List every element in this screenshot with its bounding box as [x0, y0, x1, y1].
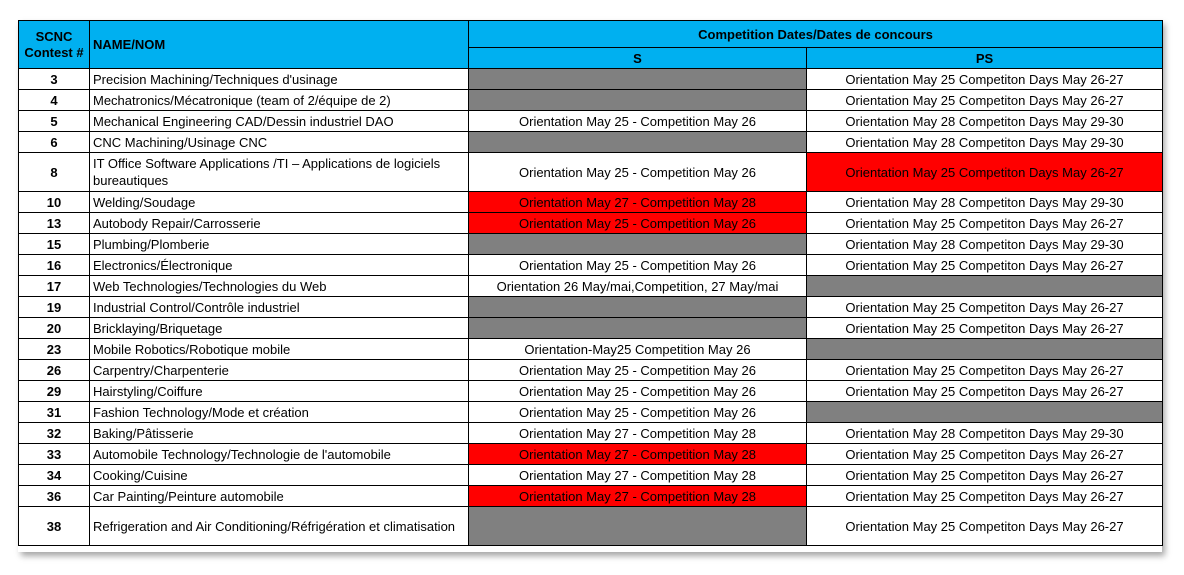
ps-date-cell [807, 402, 1163, 423]
table-row [19, 276, 1163, 297]
table-row [19, 339, 1163, 360]
contest-number-cell: 3 [19, 69, 90, 90]
table-row [19, 423, 1163, 444]
contest-number-cell: 31 [19, 402, 90, 423]
contest-number-cell: 15 [19, 234, 90, 255]
contest-name-cell: Cooking/Cuisine [90, 465, 469, 486]
s-date-cell: Orientation May 25 - Competition May 26 [469, 213, 807, 234]
schedule-body [19, 69, 1163, 546]
ps-date-cell: Orientation May 25 Competiton Days May 26-27 [807, 381, 1163, 402]
competition-schedule-table [18, 20, 1163, 546]
scnc-label: SCNC [35, 28, 73, 44]
s-date-cell: Orientation May 27 - Competition May 28 [469, 486, 807, 507]
table-row [19, 132, 1163, 153]
contest-name-cell: Precision Machining/Techniques d'usinage [90, 69, 469, 90]
contest-number-cell: 26 [19, 360, 90, 381]
contest-name-cell: Web Technologies/Technologies du Web [90, 276, 469, 297]
table-row [19, 360, 1163, 381]
contest-number-cell: 19 [19, 297, 90, 318]
s-date-cell: Orientation May 27 - Competition May 28 [469, 465, 807, 486]
table-row [19, 318, 1163, 339]
contest-num-label: Contest # [24, 44, 84, 60]
s-date-cell: Orientation May 25 - Competition May 26 [469, 153, 807, 192]
ps-date-cell: Orientation May 28 Competiton Days May 29-30 [807, 234, 1163, 255]
contest-name-cell: Autobody Repair/Carrosserie [90, 213, 469, 234]
contest-number-cell: 4 [19, 90, 90, 111]
ps-date-cell: Orientation May 25 Competiton Days May 26-27 [807, 318, 1163, 339]
table-row [19, 381, 1163, 402]
schedule-sheet [18, 20, 1162, 552]
ps-date-cell: Orientation May 25 Competiton Days May 26-27 [807, 255, 1163, 276]
s-header: S [469, 48, 807, 69]
contest-number-cell: 38 [19, 507, 90, 546]
table-row [19, 507, 1163, 546]
s-date-cell: Orientation May 27 - Competition May 28 [469, 444, 807, 465]
table-row [19, 297, 1163, 318]
contest-name-cell: Mechatronics/Mécatronique (team of 2/équipe de 2) [90, 90, 469, 111]
ps-date-cell: Orientation May 25 Competiton Days May 26-27 [807, 507, 1163, 546]
s-date-cell: Orientation May 27 - Competition May 28 [469, 423, 807, 444]
contest-number-cell: 23 [19, 339, 90, 360]
s-date-cell: Orientation 26 May/mai,Competition, 27 May/mai [469, 276, 807, 297]
contest-number-cell: 32 [19, 423, 90, 444]
contest-name-cell: Fashion Technology/Mode et création [90, 402, 469, 423]
ps-header: PS [807, 48, 1163, 69]
s-date-cell [469, 90, 807, 111]
contest-name-cell: Car Painting/Peinture automobile [90, 486, 469, 507]
contest-name-cell: Plumbing/Plomberie [90, 234, 469, 255]
ps-date-cell: Orientation May 25 Competiton Days May 26-27 [807, 444, 1163, 465]
s-date-cell [469, 132, 807, 153]
contest-number-cell: 10 [19, 192, 90, 213]
contest-name-cell: Carpentry/Charpenterie [90, 360, 469, 381]
ps-date-cell: Orientation May 25 Competiton Days May 26-27 [807, 213, 1163, 234]
ps-date-cell: Orientation May 28 Competiton Days May 29-30 [807, 423, 1163, 444]
contest-number-cell: 29 [19, 381, 90, 402]
contest-number-cell: 36 [19, 486, 90, 507]
ps-date-cell: Orientation May 28 Competiton Days May 29-30 [807, 132, 1163, 153]
table-row [19, 192, 1163, 213]
competition-dates-header: Competition Dates/Dates de concours [469, 21, 1163, 48]
ps-date-cell [807, 276, 1163, 297]
ps-date-cell: Orientation May 25 Competiton Days May 26-27 [807, 90, 1163, 111]
contest-number-cell: 33 [19, 444, 90, 465]
contest-name-cell: Mobile Robotics/Robotique mobile [90, 339, 469, 360]
contest-number-cell: 20 [19, 318, 90, 339]
ps-date-cell: Orientation May 25 Competiton Days May 26-27 [807, 486, 1163, 507]
table-row [19, 402, 1163, 423]
s-date-cell: Orientation May 25 - Competition May 26 [469, 360, 807, 381]
ps-date-cell: Orientation May 25 Competiton Days May 26-27 [807, 465, 1163, 486]
s-date-cell: Orientation May 25 - Competition May 26 [469, 111, 807, 132]
contest-number-cell: 8 [19, 153, 90, 192]
s-date-cell [469, 69, 807, 90]
s-date-cell: Orientation May 25 - Competition May 26 [469, 402, 807, 423]
ps-date-cell: Orientation May 28 Competiton Days May 29-30 [807, 111, 1163, 132]
ps-date-cell: Orientation May 25 Competiton Days May 26-27 [807, 153, 1163, 192]
table-row [19, 90, 1163, 111]
contest-name-cell: Automobile Technology/Technologie de l'automobile [90, 444, 469, 465]
contest-name-cell: Baking/Pâtisserie [90, 423, 469, 444]
ps-date-cell: Orientation May 28 Competiton Days May 29-30 [807, 192, 1163, 213]
contest-name-cell: Bricklaying/Briquetage [90, 318, 469, 339]
s-date-cell [469, 318, 807, 339]
contest-name-cell: Refrigeration and Air Conditioning/Réfrigération et climatisation [90, 507, 469, 546]
contest-name-cell: Mechanical Engineering CAD/Dessin industriel DAO [90, 111, 469, 132]
ps-date-cell [807, 339, 1163, 360]
ps-date-cell: Orientation May 25 Competiton Days May 26-27 [807, 360, 1163, 381]
table-row [19, 153, 1163, 192]
contest-name-cell: IT Office Software Applications /TI – Applications de logiciels bureautiques [90, 153, 469, 192]
s-date-cell: Orientation May 25 - Competition May 26 [469, 381, 807, 402]
s-date-cell: Orientation May 27 - Competition May 28 [469, 192, 807, 213]
s-date-cell [469, 297, 807, 318]
contest-number-cell: 6 [19, 132, 90, 153]
contest-number-cell: 17 [19, 276, 90, 297]
table-row [19, 465, 1163, 486]
s-date-cell: Orientation May 25 - Competition May 26 [469, 255, 807, 276]
s-date-cell [469, 234, 807, 255]
ps-date-cell: Orientation May 25 Competiton Days May 26-27 [807, 297, 1163, 318]
contest-name-cell: Welding/Soudage [90, 192, 469, 213]
table-row [19, 255, 1163, 276]
contest-name-cell: Electronics/Électronique [90, 255, 469, 276]
contest-number-cell: 13 [19, 213, 90, 234]
table-row [19, 486, 1163, 507]
contest-number-header [19, 21, 90, 69]
table-row [19, 213, 1163, 234]
table-row [19, 234, 1163, 255]
s-date-cell: Orientation-May25 Competition May 26 [469, 339, 807, 360]
table-row [19, 444, 1163, 465]
contest-number-cell: 16 [19, 255, 90, 276]
contest-name-cell: CNC Machining/Usinage CNC [90, 132, 469, 153]
name-header: NAME/NOM [90, 21, 469, 69]
table-row [19, 69, 1163, 90]
table-row [19, 111, 1163, 132]
s-date-cell [469, 507, 807, 546]
contest-number-cell: 34 [19, 465, 90, 486]
ps-date-cell: Orientation May 25 Competiton Days May 26-27 [807, 69, 1163, 90]
contest-name-cell: Hairstyling/Coiffure [90, 381, 469, 402]
contest-name-cell: Industrial Control/Contrôle industriel [90, 297, 469, 318]
contest-number-cell: 5 [19, 111, 90, 132]
